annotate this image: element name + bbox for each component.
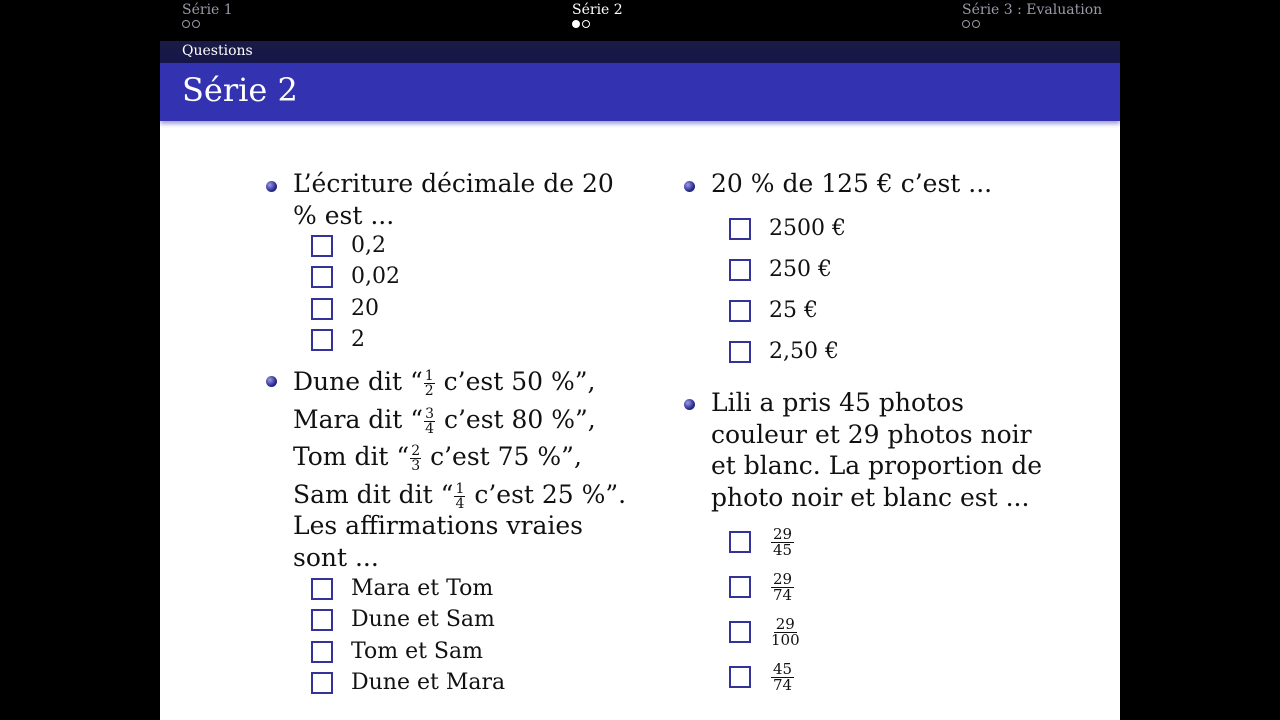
bullet-icon [266,376,277,387]
fraction-numerator: 29 [773,525,793,543]
q4-option-fraction [771,527,794,558]
checkbox[interactable] [311,266,333,288]
q1-option-label: 2 [351,327,365,352]
frame-dot-icon[interactable] [962,20,970,28]
nav-frame-dots [962,20,1102,28]
checkbox[interactable] [311,641,333,663]
bullet-icon [684,399,695,410]
fraction: $\frac{2}{3}$ [411,443,421,474]
question-1-text [293,168,614,231]
fraction: $\frac{3}{4}$ [425,405,434,437]
q2-option-label: Dune et Sam [351,607,495,632]
q3-option-label: 2500 € [769,216,846,241]
q1-option-label: 0,2 [351,233,386,258]
checkbox[interactable] [311,329,333,351]
nav-frame-dots [182,20,233,28]
question-2-line: sont ... [293,543,379,572]
checkbox[interactable] [729,531,751,553]
question-2-text [293,363,626,513]
frame-title: Série 2 [182,71,298,109]
frame-dot-current-icon[interactable] [572,20,580,28]
q4-option-fraction [771,617,800,648]
slide [160,0,1120,720]
question-2-line: Tom dit “ $\frac{2}{3}$ c’est 75 %”, [293,442,582,474]
question-2-line: Sam dit dit “ $\frac{1}{4}$ c’est 25 %”. [293,479,627,512]
bullet-icon [684,181,695,192]
checkbox[interactable] [729,218,751,240]
q2-option-label: Mara et Tom [351,576,494,601]
nav-section-serie-2[interactable] [572,2,623,28]
checkbox[interactable] [729,300,751,322]
checkbox[interactable] [729,341,751,363]
q4-option-fraction [771,572,794,603]
question-2-text-end [293,510,583,574]
q2-option-label: Tom et Sam [351,639,483,664]
question-4-line: couleur et 29 photos noir [711,419,1032,449]
nav-frame-dots [572,20,623,28]
question-4-line: et blanc. La proportion de [711,451,1043,480]
nav-section-serie-3[interactable] [962,2,1102,28]
subsection-label: Questions [182,43,253,59]
question-2-line: Mara dit “ $\frac{3}{4}$ c’est 80 %”, [293,404,596,437]
nav-section-serie-1[interactable] [182,2,233,28]
frame-dot-icon[interactable] [182,20,190,28]
fraction-numerator: 29 [775,615,795,633]
checkbox[interactable] [729,666,751,688]
question-4-line: Lili a pris 45 photos [711,388,964,417]
fraction: $\frac{1}{4}$ [455,480,465,512]
checkbox[interactable] [729,621,751,643]
question-4-line: photo noir et blanc est ... [711,482,1030,512]
fraction-denominator: 74 [773,676,793,694]
fraction-numerator: 45 [773,660,793,678]
question-4-text [711,387,1042,513]
q1-option-label: 20 [351,296,379,321]
checkbox[interactable] [311,578,333,600]
frame-dot-icon[interactable] [192,20,200,28]
q1-option-label: 0,02 [351,264,400,289]
nav-section-label: Série 1 [182,2,233,18]
fraction-denominator: 100 [771,631,800,649]
section-navigation-bar [160,0,1120,41]
fraction: $\frac{1}{2}$ [424,368,434,399]
fraction-numerator: 29 [773,570,793,588]
question-2-line: Dune dit “ $\frac{1}{2}$ c’est 50 %”, [293,367,596,399]
checkbox[interactable] [311,235,333,257]
checkbox[interactable] [311,298,333,320]
nav-section-label: Série 3 : Evaluation [962,2,1103,18]
checkbox[interactable] [729,576,751,598]
q2-option-label: Dune et Mara [351,670,506,695]
checkbox[interactable] [729,259,751,281]
q3-option-label: 2,50 € [769,339,839,364]
q3-option-label: 25 € [769,298,818,323]
frame-dot-icon[interactable] [972,20,980,28]
checkbox[interactable] [311,609,333,631]
nav-section-label: Série 2 [572,2,623,18]
question-1-line: L’écriture décimale de 20 [293,169,614,198]
frame-title-bar [160,63,1120,121]
fraction-denominator: 74 [773,586,793,604]
question-2-line: Les affirmations vraies [293,511,583,540]
q3-option-label: 250 € [769,257,832,282]
q4-option-fraction [771,662,794,693]
question-1-line: % est ... [293,200,395,230]
frame-dot-icon[interactable] [582,20,590,28]
checkbox[interactable] [311,672,333,694]
subsection-bar [160,41,1120,63]
question-3-text: 20 % de 125 € c’est ... [711,169,993,198]
fraction-denominator: 45 [773,541,793,559]
bullet-icon [266,181,277,192]
